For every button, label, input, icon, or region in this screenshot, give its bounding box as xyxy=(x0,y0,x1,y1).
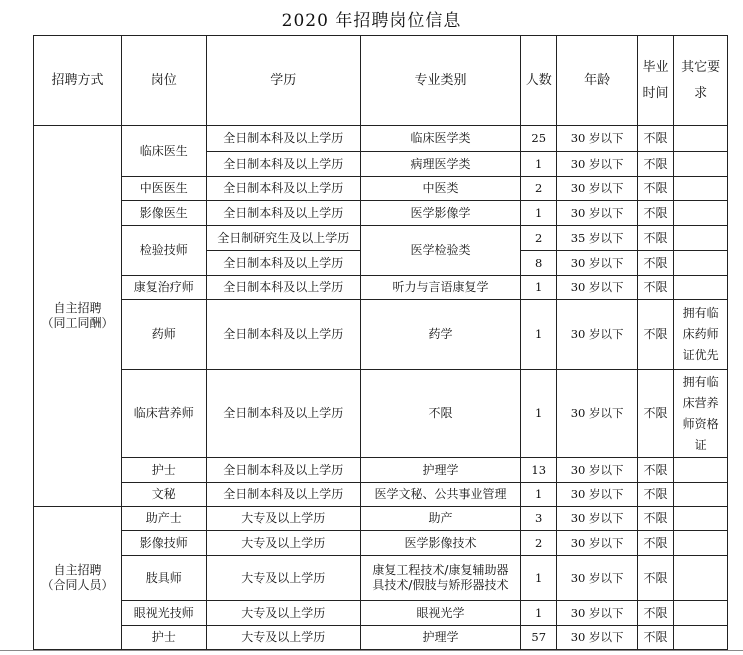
major-cell: 眼视光学 xyxy=(360,601,520,626)
grad-cell: 不限 xyxy=(637,276,673,300)
post-cell: 护士 xyxy=(121,458,206,483)
table-row xyxy=(34,556,728,601)
recruitment-table xyxy=(33,35,728,650)
post-cell: 影像技师 xyxy=(121,531,206,556)
other-cell xyxy=(674,483,728,507)
other-cell xyxy=(674,370,728,458)
group-subname: （同工同酬） xyxy=(41,316,114,330)
other-line: 床营养 xyxy=(682,395,719,410)
edu-cell: 大专及以上学历 xyxy=(206,601,360,626)
age-cell: 30 岁以下 xyxy=(557,626,638,650)
grad-cell: 不限 xyxy=(637,177,673,201)
header-education: 学历 xyxy=(206,36,360,126)
table-row xyxy=(34,626,728,650)
major-cell: 病理医学类 xyxy=(360,152,520,177)
table-row xyxy=(34,276,728,300)
grad-cell: 不限 xyxy=(637,531,673,556)
other-cell xyxy=(674,152,728,177)
table-row xyxy=(34,370,728,458)
major-cell: 中医类 xyxy=(360,177,520,201)
age-cell: 30 岁以下 xyxy=(557,276,638,300)
other-line: 拥有临 xyxy=(682,306,719,320)
count-cell: 2 xyxy=(521,531,557,556)
major-line: 具技术/假肢与矫形器技术 xyxy=(372,578,509,592)
grad-cell: 不限 xyxy=(637,300,673,370)
age-cell: 30 岁以下 xyxy=(557,556,638,601)
post-cell: 文秘 xyxy=(121,483,206,507)
page-title: 2020 年招聘岗位信息 xyxy=(281,11,462,31)
major-cell: 医学检验类 xyxy=(360,226,520,276)
grad-cell: 不限 xyxy=(637,251,673,276)
major-cell: 助产 xyxy=(360,507,520,531)
grad-cell: 不限 xyxy=(637,483,673,507)
grad-cell: 不限 xyxy=(637,201,673,226)
other-cell xyxy=(674,626,728,650)
age-cell: 30 岁以下 xyxy=(557,507,638,531)
major-line: 康复工程技术/康复辅助器 xyxy=(372,563,509,577)
edu-cell: 全日制本科及以上学历 xyxy=(206,177,360,201)
age-cell: 30 岁以下 xyxy=(557,601,638,626)
other-cell xyxy=(674,226,728,251)
other-cell xyxy=(674,251,728,276)
other-line: 师资格 xyxy=(682,416,719,431)
major-cell: 不限 xyxy=(360,370,520,458)
age-cell: 30 岁以下 xyxy=(557,531,638,556)
other-line: 拥有临 xyxy=(682,374,719,389)
table-row xyxy=(34,126,728,152)
major-cell: 听力与言语康复学 xyxy=(360,276,520,300)
edu-cell: 全日制本科及以上学历 xyxy=(206,276,360,300)
count-cell: 57 xyxy=(521,626,557,650)
edu-cell: 全日制本科及以上学历 xyxy=(206,126,360,152)
age-cell: 30 岁以下 xyxy=(557,458,638,483)
table-row xyxy=(34,458,728,483)
table-row xyxy=(34,483,728,507)
edu-cell: 全日制本科及以上学历 xyxy=(206,300,360,370)
other-cell xyxy=(674,177,728,201)
major-cell: 临床医学类 xyxy=(360,126,520,152)
other-line: 床药师 xyxy=(682,327,719,341)
count-cell: 1 xyxy=(521,483,557,507)
group-cell xyxy=(34,126,122,507)
grad-cell: 不限 xyxy=(637,226,673,251)
header-post: 岗位 xyxy=(121,36,206,126)
edu-cell: 全日制本科及以上学历 xyxy=(206,370,360,458)
post-cell: 药师 xyxy=(121,300,206,370)
major-cell: 医学文秘、公共事业管理 xyxy=(360,483,520,507)
post-cell: 康复治疗师 xyxy=(121,276,206,300)
group-cell xyxy=(34,507,122,650)
header-major: 专业类别 xyxy=(360,36,520,126)
table-row xyxy=(34,601,728,626)
other-cell xyxy=(674,556,728,601)
count-cell: 1 xyxy=(521,276,557,300)
edu-cell: 大专及以上学历 xyxy=(206,507,360,531)
count-cell: 1 xyxy=(521,556,557,601)
other-cell xyxy=(674,531,728,556)
edu-cell: 全日制本科及以上学历 xyxy=(206,201,360,226)
edu-cell: 大专及以上学历 xyxy=(206,626,360,650)
count-cell: 1 xyxy=(521,300,557,370)
post-cell: 检验技师 xyxy=(121,226,206,276)
header-method: 招聘方式 xyxy=(34,36,122,126)
age-cell: 30 岁以下 xyxy=(557,152,638,177)
count-cell: 1 xyxy=(521,601,557,626)
grad-cell: 不限 xyxy=(637,126,673,152)
group-name: 自主招聘 xyxy=(53,301,102,315)
group-subname: （合同人员） xyxy=(41,578,114,592)
table-row xyxy=(34,226,728,251)
count-cell: 3 xyxy=(521,507,557,531)
table-row xyxy=(34,507,728,531)
header-other xyxy=(674,36,728,126)
age-cell: 30 岁以下 xyxy=(557,126,638,152)
other-cell xyxy=(674,300,728,370)
header-age: 年龄 xyxy=(557,36,638,126)
post-cell: 影像医生 xyxy=(121,201,206,226)
count-cell: 25 xyxy=(521,126,557,152)
major-cell: 护理学 xyxy=(360,458,520,483)
other-line: 证 xyxy=(694,437,707,452)
post-cell: 临床医生 xyxy=(121,126,206,177)
other-cell xyxy=(674,201,728,226)
grad-cell: 不限 xyxy=(637,458,673,483)
post-cell: 肢具师 xyxy=(121,556,206,601)
age-cell: 30 岁以下 xyxy=(557,251,638,276)
edu-cell: 全日制研究生及以上学历 xyxy=(206,226,360,251)
grad-cell: 不限 xyxy=(637,507,673,531)
header-graduation-line1: 毕业 xyxy=(642,59,669,75)
header-graduation xyxy=(637,36,673,126)
other-cell xyxy=(674,458,728,483)
other-cell xyxy=(674,276,728,300)
major-cell: 医学影像学 xyxy=(360,201,520,226)
count-cell: 8 xyxy=(521,251,557,276)
age-cell: 30 岁以下 xyxy=(557,483,638,507)
count-cell: 13 xyxy=(521,458,557,483)
age-cell: 35 岁以下 xyxy=(557,226,638,251)
post-cell: 中医医生 xyxy=(121,177,206,201)
grad-cell: 不限 xyxy=(637,556,673,601)
other-cell xyxy=(674,601,728,626)
edu-cell: 大专及以上学历 xyxy=(206,531,360,556)
major-cell: 医学影像技术 xyxy=(360,531,520,556)
post-cell: 护士 xyxy=(121,626,206,650)
grad-cell: 不限 xyxy=(637,152,673,177)
header-other-line1: 其它要 xyxy=(681,59,721,75)
edu-cell: 全日制本科及以上学历 xyxy=(206,152,360,177)
major-cell: 药学 xyxy=(360,300,520,370)
edu-cell: 全日制本科及以上学历 xyxy=(206,483,360,507)
table-row xyxy=(34,201,728,226)
age-cell: 30 岁以下 xyxy=(557,177,638,201)
age-cell: 30 岁以下 xyxy=(557,300,638,370)
grad-cell: 不限 xyxy=(637,601,673,626)
header-other-line2: 求 xyxy=(694,85,708,101)
group-name: 自主招聘 xyxy=(53,563,102,577)
grad-cell: 不限 xyxy=(637,626,673,650)
table-header-row xyxy=(34,36,728,126)
table-row xyxy=(34,531,728,556)
edu-cell: 大专及以上学历 xyxy=(206,556,360,601)
post-cell: 助产士 xyxy=(121,507,206,531)
edu-cell: 全日制本科及以上学历 xyxy=(206,458,360,483)
table-row xyxy=(34,177,728,201)
edu-cell: 全日制本科及以上学历 xyxy=(206,251,360,276)
header-count: 人数 xyxy=(521,36,557,126)
header-graduation-line2: 时间 xyxy=(642,85,669,101)
age-cell: 30 岁以下 xyxy=(557,201,638,226)
other-line: 证优先 xyxy=(682,348,719,362)
count-cell: 1 xyxy=(521,370,557,458)
table-row xyxy=(34,300,728,370)
page-bottom-rule xyxy=(0,650,743,651)
post-cell: 临床营养师 xyxy=(121,370,206,458)
count-cell: 1 xyxy=(521,152,557,177)
count-cell: 2 xyxy=(521,177,557,201)
major-cell: 护理学 xyxy=(360,626,520,650)
other-cell xyxy=(674,507,728,531)
major-cell xyxy=(360,556,520,601)
other-cell xyxy=(674,126,728,152)
post-cell: 眼视光技师 xyxy=(121,601,206,626)
age-cell: 30 岁以下 xyxy=(557,370,638,458)
count-cell: 2 xyxy=(521,226,557,251)
count-cell: 1 xyxy=(521,201,557,226)
grad-cell: 不限 xyxy=(637,370,673,458)
